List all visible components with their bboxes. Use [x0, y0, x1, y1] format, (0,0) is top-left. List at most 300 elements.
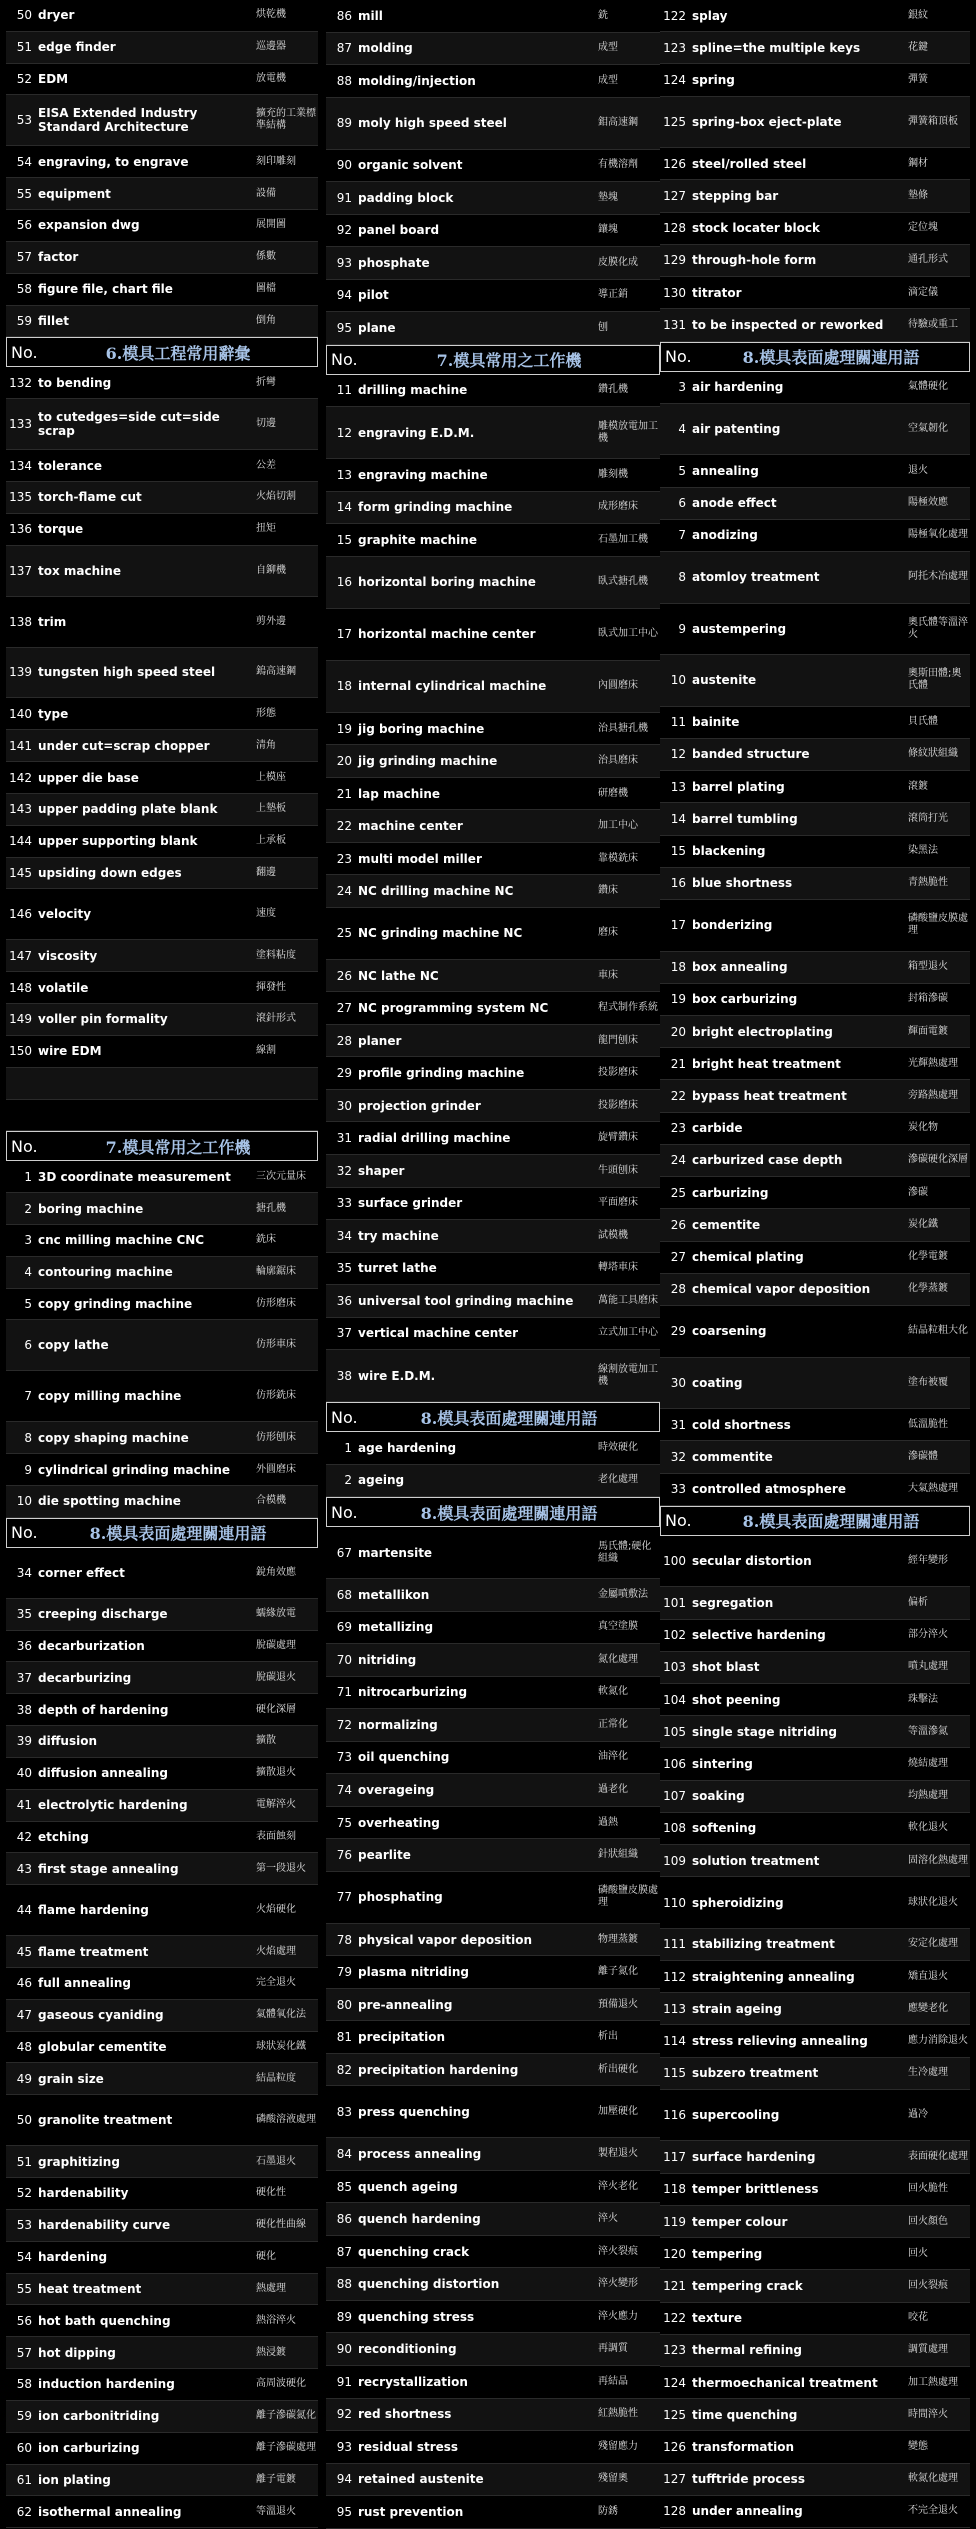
header-no-label: No.	[331, 350, 358, 370]
term-chinese: 固溶化熱處理	[908, 1854, 968, 1866]
table-row	[660, 213, 970, 245]
table-row	[660, 1929, 970, 1961]
term-chinese: 上墊板	[256, 803, 286, 815]
term-chinese: 待驗或重工	[908, 318, 958, 330]
term-english: corner effect	[38, 1565, 125, 1580]
table-row	[660, 1961, 970, 1993]
term-number: 26	[670, 1217, 686, 1232]
term-number: 1	[344, 1440, 352, 1455]
term-chinese: 製程退火	[598, 2148, 638, 2160]
glossary-column-3	[660, 0, 970, 2528]
term-number: 13	[670, 779, 686, 794]
term-chinese: 雕模放電加工機	[598, 420, 658, 444]
term-number: 127	[663, 189, 686, 204]
term-english: try machine	[358, 1228, 439, 1243]
term-english: form grinding machine	[358, 500, 513, 515]
header-no-label: No.	[665, 1511, 692, 1531]
term-english: age hardening	[358, 1440, 457, 1455]
table-row	[6, 2401, 318, 2433]
term-number: 3	[24, 1233, 32, 1248]
term-number: 54	[16, 2250, 32, 2265]
term-chinese: 巡邊器	[256, 41, 286, 53]
term-number: 5	[678, 463, 686, 478]
term-chinese: 結晶粒粗大化	[908, 1325, 968, 1337]
term-chinese: 銑	[598, 9, 608, 21]
term-number: 145	[9, 866, 32, 880]
term-number: 144	[9, 834, 32, 849]
term-number: 128	[663, 221, 686, 236]
term-chinese: 鉬高速鋼	[598, 117, 638, 129]
table-row	[6, 1068, 318, 1100]
term-english: NC drilling machine NC	[358, 884, 514, 899]
term-number: 51	[16, 40, 32, 55]
table-row	[326, 661, 660, 713]
term-chinese: 擴充的工業標準結構	[256, 108, 316, 132]
term-number: 27	[336, 1001, 352, 1016]
table-row	[6, 1726, 318, 1758]
term-chinese: 公差	[256, 459, 276, 471]
term-chinese: 加壓硬化	[598, 2105, 638, 2117]
table-row	[6, 1822, 318, 1854]
term-english: spring-box eject-plate	[692, 114, 842, 129]
term-english: press quenching	[358, 2104, 470, 2119]
table-row	[660, 488, 970, 520]
term-english: full annealing	[38, 1976, 131, 1991]
term-number: 18	[336, 679, 352, 694]
term-number: 59	[16, 2409, 32, 2424]
term-english: pearlite	[358, 1848, 411, 1863]
term-chinese: 鎢高速鋼	[256, 666, 296, 678]
term-english: blackening	[692, 844, 766, 859]
table-row	[660, 277, 970, 309]
term-english: ion carburizing	[38, 2441, 140, 2456]
term-number: 61	[16, 2472, 32, 2487]
term-number: 35	[16, 1607, 32, 1622]
term-number: 44	[16, 1903, 32, 1918]
term-number: 129	[663, 253, 686, 268]
table-row	[326, 778, 660, 811]
term-chinese: 折彎	[256, 376, 276, 388]
term-english: phosphating	[358, 1890, 443, 1905]
term-chinese: 鑲塊	[598, 224, 618, 236]
term-number: 2	[344, 1473, 352, 1488]
term-chinese: 淬火	[598, 2213, 618, 2225]
term-chinese: 大氣熱處理	[908, 1483, 958, 1495]
term-chinese: 銳角效應	[256, 1566, 296, 1578]
term-chinese: 墊塊	[598, 191, 618, 203]
term-english: spring	[692, 73, 735, 88]
term-chinese: 熱處理	[256, 2282, 286, 2294]
term-number: 72	[336, 1717, 352, 1732]
section-title: 8.模具表面處理關連用語	[742, 348, 920, 368]
term-chinese: 揮發性	[256, 981, 286, 993]
term-number: 141	[9, 738, 32, 753]
term-english: decarburization	[38, 1639, 145, 1653]
term-english: moly high speed steel	[358, 116, 507, 131]
term-chinese: 球狀炭化鐵	[256, 2041, 306, 2053]
table-row	[660, 739, 970, 771]
term-number: 149	[9, 1012, 32, 1027]
term-number: 137	[9, 563, 32, 578]
term-number: 77	[336, 1890, 352, 1905]
term-number: 10	[670, 673, 686, 688]
term-english: blue shortness	[692, 876, 793, 891]
term-english: horizontal machine center	[358, 627, 536, 642]
term-chinese: 奧氏體等溫淬火	[908, 616, 968, 640]
table-row	[6, 1631, 318, 1663]
term-english: surface hardening	[692, 2150, 816, 2165]
term-number: 121	[663, 2278, 686, 2293]
term-number: 14	[670, 811, 686, 826]
term-chinese: 離子滲碳處理	[256, 2442, 316, 2454]
table-row	[326, 1956, 660, 1989]
term-number: 139	[9, 665, 32, 680]
term-chinese: 放電機	[256, 73, 286, 85]
table-row	[326, 609, 660, 661]
table-row	[326, 2203, 660, 2236]
table-row	[326, 1350, 660, 1402]
term-english: carburizing	[692, 1185, 769, 1200]
term-chinese: 萬能工具磨床	[598, 1294, 658, 1306]
term-number: 37	[16, 1670, 32, 1685]
term-english: austempering	[692, 621, 787, 636]
term-chinese: 燒結處理	[908, 1757, 948, 1769]
term-english: etching	[38, 1829, 89, 1844]
term-english: chemical vapor deposition	[692, 1282, 871, 1297]
term-number: 58	[16, 2377, 32, 2392]
term-number: 22	[336, 819, 352, 834]
term-number: 74	[336, 1782, 352, 1797]
term-number: 9	[24, 1462, 32, 1477]
term-chinese: 程式制作系統	[598, 1002, 658, 1014]
term-chinese: 蠕緣放電	[256, 1608, 296, 1620]
term-english: softening	[692, 1821, 757, 1836]
term-english: barrel tumbling	[692, 811, 798, 826]
term-english: jig boring machine	[358, 721, 485, 736]
glossary-column-2	[326, 0, 660, 2529]
term-number: 27	[670, 1250, 686, 1265]
term-number: 28	[336, 1033, 352, 1048]
term-number: 34	[16, 1565, 32, 1580]
term-chinese: 應力消除退火	[908, 2035, 968, 2047]
table-row	[326, 280, 660, 313]
term-english: pilot	[358, 288, 389, 303]
table-row	[326, 65, 660, 98]
table-row	[660, 1474, 970, 1506]
table-row	[6, 794, 318, 826]
table-row	[6, 889, 318, 940]
term-number: 83	[336, 2104, 352, 2119]
term-number: 70	[336, 1652, 352, 1667]
term-english: granolite treatment	[38, 2113, 173, 2128]
table-row	[660, 1684, 970, 1716]
term-chinese: 磨床	[598, 927, 618, 939]
table-row	[326, 1188, 660, 1221]
term-number: 89	[336, 116, 352, 131]
section-title: 8.模具表面處理關連用語	[742, 1512, 920, 1532]
table-row	[326, 2366, 660, 2399]
table-row	[6, 1885, 318, 1936]
term-english: tolerance	[38, 458, 103, 473]
table-row	[6, 1548, 318, 1599]
term-english: machine center	[358, 819, 463, 834]
term-english: temper brittleness	[692, 2182, 819, 2197]
term-english: voller pin formality	[38, 1012, 168, 1027]
table-row	[326, 1579, 660, 1612]
table-row	[660, 836, 970, 868]
term-number: 24	[670, 1153, 686, 1168]
term-number: 114	[663, 2034, 686, 2049]
table-row	[6, 306, 318, 338]
term-english: box carburizing	[692, 992, 798, 1007]
term-chinese: 雕刻機	[598, 468, 628, 480]
term-english: surface grinder	[358, 1196, 463, 1211]
term-chinese: 老化處理	[598, 1474, 638, 1486]
term-english: quench hardening	[358, 2212, 481, 2227]
term-chinese: 圖檔	[256, 283, 276, 295]
table-row	[6, 146, 318, 178]
term-english: mill	[358, 8, 383, 23]
term-english: plasma nitriding	[358, 1965, 469, 1980]
term-number: 88	[336, 2277, 352, 2292]
table-row	[660, 2367, 970, 2399]
term-english: decarburizing	[38, 1670, 132, 1685]
term-number: 15	[336, 532, 352, 547]
table-row	[326, 2086, 660, 2138]
term-english: thermoechanical treatment	[692, 2375, 878, 2390]
term-english: spline=the multiple keys	[692, 40, 861, 55]
term-number: 47	[16, 2008, 32, 2023]
term-number: 101	[663, 1595, 686, 1610]
term-chinese: 馬氏體;硬化組織	[598, 1540, 652, 1564]
term-number: 57	[16, 250, 32, 265]
term-number: 43	[16, 1861, 32, 1876]
term-chinese: 球狀化退火	[908, 1896, 958, 1908]
table-row	[660, 520, 970, 552]
term-english: upper padding plate blank	[38, 802, 218, 817]
term-english: bonderizing	[692, 918, 773, 933]
term-english: viscosity	[38, 948, 98, 963]
term-chinese: 電解淬火	[256, 1799, 296, 1811]
term-chinese: 炭化物	[908, 1122, 938, 1134]
table-row	[6, 2095, 318, 2146]
term-english: wire EDM	[38, 1044, 102, 1059]
term-english: overageing	[358, 1782, 435, 1797]
table-row	[326, 1253, 660, 1286]
term-number: 146	[9, 907, 32, 922]
term-number: 36	[16, 1639, 32, 1653]
term-chinese: 治具搪孔機	[598, 722, 648, 734]
table-row	[660, 1716, 970, 1748]
table-row	[6, 858, 318, 890]
term-chinese: 生冷處理	[908, 2067, 948, 2079]
term-english: torch-flame cut	[38, 490, 142, 505]
term-english: bright heat treatment	[692, 1056, 841, 1071]
term-chinese: 硬化深層	[256, 1703, 296, 1715]
term-number: 123	[663, 2343, 686, 2358]
term-chinese: 空氣韌化	[908, 423, 948, 435]
term-number: 88	[336, 73, 352, 88]
term-chinese: 擴散退火	[256, 1767, 296, 1779]
term-number: 21	[670, 1056, 686, 1071]
term-number: 95	[336, 2504, 352, 2519]
term-number: 55	[16, 2281, 32, 2296]
term-english: engraving machine	[358, 467, 488, 482]
term-chinese: 脫碳處理	[256, 1640, 296, 1651]
term-english: atomloy treatment	[692, 570, 820, 585]
table-row	[326, 745, 660, 778]
term-english: tempering crack	[692, 2278, 803, 2293]
term-chinese: 離子滲碳氮化	[256, 2410, 316, 2422]
term-chinese: 氣體硬化	[908, 381, 948, 393]
table-row	[6, 1694, 318, 1726]
table-row	[6, 972, 318, 1004]
term-number: 54	[16, 154, 32, 169]
table-row	[6, 1454, 318, 1486]
table-row	[660, 868, 970, 900]
term-chinese: 離子電鍍	[256, 2473, 296, 2485]
table-row	[326, 2301, 660, 2334]
table-row	[326, 312, 660, 345]
term-english: ion plating	[38, 2472, 111, 2487]
table-row	[660, 1536, 970, 1588]
header-no-label: No.	[11, 1523, 38, 1543]
term-chinese: 珠擊法	[908, 1693, 938, 1705]
term-english: trim	[38, 614, 67, 629]
term-number: 23	[670, 1121, 686, 1136]
term-chinese: 仿形磨床	[256, 1298, 296, 1310]
term-number: 92	[336, 223, 352, 238]
table-row	[660, 1993, 970, 2025]
table-row	[326, 1155, 660, 1188]
term-chinese: 鑽孔機	[598, 384, 628, 396]
term-number: 109	[663, 1853, 686, 1868]
term-number: 56	[16, 218, 32, 233]
term-english: die spotting machine	[38, 1494, 181, 1509]
term-english: flame hardening	[38, 1903, 149, 1918]
term-english: quench ageing	[358, 2179, 458, 2194]
term-english: depth of hardening	[38, 1702, 169, 1717]
term-chinese: 臥式搪孔機	[598, 576, 648, 588]
term-chinese: 磷酸溶液處理	[256, 2114, 316, 2126]
table-row	[6, 1486, 318, 1518]
term-english: flame treatment	[38, 1944, 149, 1959]
table-row	[6, 2369, 318, 2401]
table-row	[6, 1100, 318, 1132]
table-row	[660, 2058, 970, 2090]
term-english: box annealing	[692, 960, 788, 975]
term-english: banded structure	[692, 747, 810, 762]
table-row	[326, 992, 660, 1025]
table-row	[660, 707, 970, 739]
term-english: solution treatment	[692, 1853, 820, 1868]
term-chinese: 等溫退火	[256, 2505, 296, 2517]
table-row	[660, 97, 970, 149]
term-chinese: 車床	[598, 969, 618, 981]
term-number: 4	[678, 422, 686, 437]
term-chinese: 火焰切割	[256, 491, 296, 503]
term-english: NC grinding machine NC	[358, 926, 523, 941]
term-english: lap machine	[358, 786, 441, 801]
term-english: segregation	[692, 1595, 774, 1610]
table-row	[326, 524, 660, 557]
term-chinese: 旁路熱處理	[908, 1090, 958, 1102]
section-header	[326, 1402, 660, 1432]
term-english: bypass heat treatment	[692, 1089, 847, 1104]
term-number: 80	[336, 1997, 352, 2012]
table-row	[326, 1989, 660, 2022]
term-number: 53	[16, 113, 32, 128]
term-english: supercooling	[692, 2108, 780, 2123]
table-row	[660, 0, 970, 32]
section-title: 7.模具常用之工作機	[436, 351, 582, 371]
term-english: creeping discharge	[38, 1607, 168, 1622]
term-english: air hardening	[692, 380, 784, 395]
term-number: 39	[16, 1734, 32, 1749]
table-row	[660, 1652, 970, 1684]
term-number: 87	[336, 41, 352, 56]
term-english: anodizing	[692, 528, 758, 543]
table-row	[6, 648, 318, 699]
term-english: splay	[692, 8, 728, 23]
table-row	[6, 2242, 318, 2274]
table-row	[326, 1612, 660, 1645]
header-no-label: No.	[665, 347, 692, 367]
term-number: 147	[9, 948, 32, 963]
table-row	[326, 33, 660, 66]
term-chinese: 線割放電加工機	[598, 1363, 658, 1387]
term-english: steel/rolled steel	[692, 156, 807, 171]
term-english: horizontal boring machine	[358, 575, 536, 590]
term-chinese: 鑽床	[598, 885, 618, 897]
term-english: cold shortness	[692, 1417, 791, 1432]
term-chinese: 搪孔機	[256, 1202, 286, 1214]
table-row	[660, 1845, 970, 1877]
term-chinese: 塗布被覆	[908, 1376, 948, 1388]
table-row	[6, 2496, 318, 2528]
table-row	[326, 1644, 660, 1677]
table-row	[660, 309, 970, 341]
table-row	[660, 1620, 970, 1652]
term-chinese: 回火脆性	[908, 2183, 948, 2195]
term-chinese: 旋臂鑽床	[598, 1132, 638, 1144]
term-number: 71	[336, 1685, 352, 1700]
term-english: graphitizing	[38, 2154, 120, 2169]
term-english: vertical machine center	[358, 1326, 519, 1341]
term-number: 53	[16, 2218, 32, 2233]
term-number: 5	[24, 1297, 32, 1312]
term-chinese: 不完全退火	[908, 2505, 958, 2517]
term-english: strain ageing	[692, 2001, 782, 2016]
table-row	[326, 1122, 660, 1155]
term-english: to bending	[38, 375, 112, 390]
term-chinese: 時效硬化	[598, 1441, 638, 1453]
term-number: 25	[336, 926, 352, 941]
term-english: EISA Extended Industry Standard Architecture	[38, 106, 198, 135]
term-english: oil quenching	[358, 1750, 450, 1765]
term-chinese: 翻邊	[256, 867, 276, 878]
term-number: 94	[336, 288, 352, 303]
term-english: multi model miller	[358, 851, 482, 866]
header-no-label: No.	[11, 342, 38, 362]
table-row	[326, 1924, 660, 1957]
term-english: organic solvent	[358, 158, 463, 173]
term-english: thermal refining	[692, 2343, 802, 2358]
term-english: EDM	[38, 72, 69, 87]
table-row	[660, 32, 970, 64]
term-chinese: 殘留奧	[598, 2473, 628, 2485]
term-number: 50	[16, 2113, 32, 2128]
